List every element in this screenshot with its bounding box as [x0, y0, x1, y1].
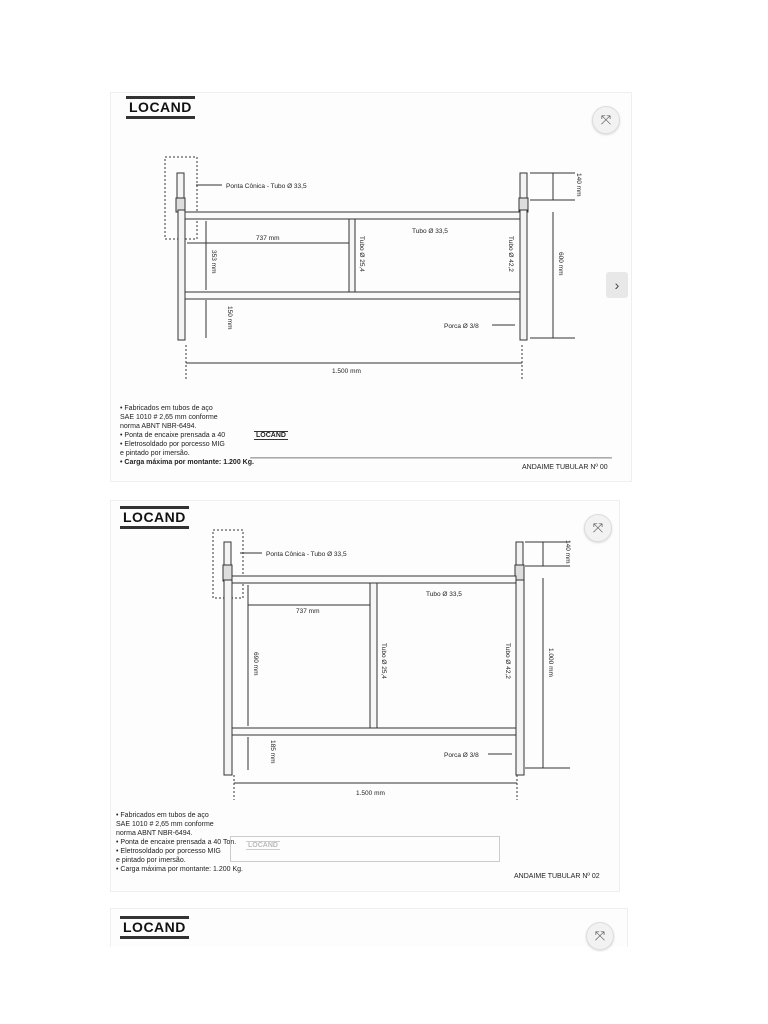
dim-737: 737 mm	[296, 608, 320, 615]
dim-right: 600 mm	[557, 252, 564, 276]
label-tubo-horizontal: Tubo Ø 33,5	[412, 228, 448, 235]
dim-width: 1.500 mm	[332, 368, 361, 375]
locand-logo: LOCAND	[120, 916, 189, 939]
model-label-1: ANDAIME TUBULAR Nº 00	[522, 464, 608, 471]
locand-logo: LOCAND	[120, 506, 189, 529]
dim-left-lower: 185 mm	[269, 740, 276, 764]
label-tubo-side: Tubo Ø 42,2	[504, 643, 511, 679]
dim-right: 1.000 mm	[547, 648, 554, 677]
model-label-2: ANDAIME TUBULAR Nº 02	[514, 873, 600, 880]
dim-top-right: 140 mm	[575, 173, 582, 197]
expand-button[interactable]	[586, 922, 614, 950]
dim-top-right: 140 mm	[564, 540, 571, 564]
expand-icon: ⤧	[592, 520, 604, 535]
label-ponta-conica: Ponta Cônica - Tubo Ø 33,5	[266, 551, 347, 558]
dim-left-lower: 150 mm	[226, 306, 233, 330]
expand-icon: ⤧	[594, 928, 606, 943]
mini-logo: LOCAND	[248, 842, 278, 849]
label-tubo-middle: Tubo Ø 25,4	[380, 643, 387, 679]
label-porca: Porca Ø 3/8	[444, 752, 479, 759]
label-porca: Porca Ø 3/8	[444, 323, 479, 330]
dim-737: 737 mm	[256, 235, 280, 242]
expand-icon: ⤧	[600, 112, 612, 127]
dim-width: 1.500 mm	[356, 790, 385, 797]
locand-logo: LOCAND	[126, 96, 195, 119]
chevron-right-icon: ›	[614, 277, 620, 293]
label-tubo-side: Tubo Ø 42,2	[507, 236, 514, 272]
mini-logo: LOCAND	[256, 432, 286, 439]
label-tubo-middle: Tubo Ø 25,4	[358, 236, 365, 272]
specification-notes-2: • Fabricados em tubos de aço SAE 1010 # 2,65 mm conforme norma ABNT NBR-6494. • Ponta de encaixe prensada a 40 Ton. • Eletrosoldado por porcesso MIG e pintado por imersão. • Carga máxima por montante: 1.200 Kg.	[116, 812, 243, 873]
specification-notes-1: • Fabricados em tubos de aço SAE 1010 # 2,65 mm conforme norma ABNT NBR-6494. • Ponta de encaixe prensada a 40 • Eletrosoldado por porcesso MIG e pintado por imersão. • Carga máxima por montante: 1.200 Kg.	[120, 405, 254, 466]
label-ponta-conica: Ponta Cônica - Tubo Ø 33,5	[226, 183, 307, 190]
dim-left-upper: 690 mm	[252, 652, 259, 676]
dim-left-upper: 353 mm	[210, 250, 217, 274]
label-tubo-horizontal: Tubo Ø 33,5	[426, 591, 462, 598]
